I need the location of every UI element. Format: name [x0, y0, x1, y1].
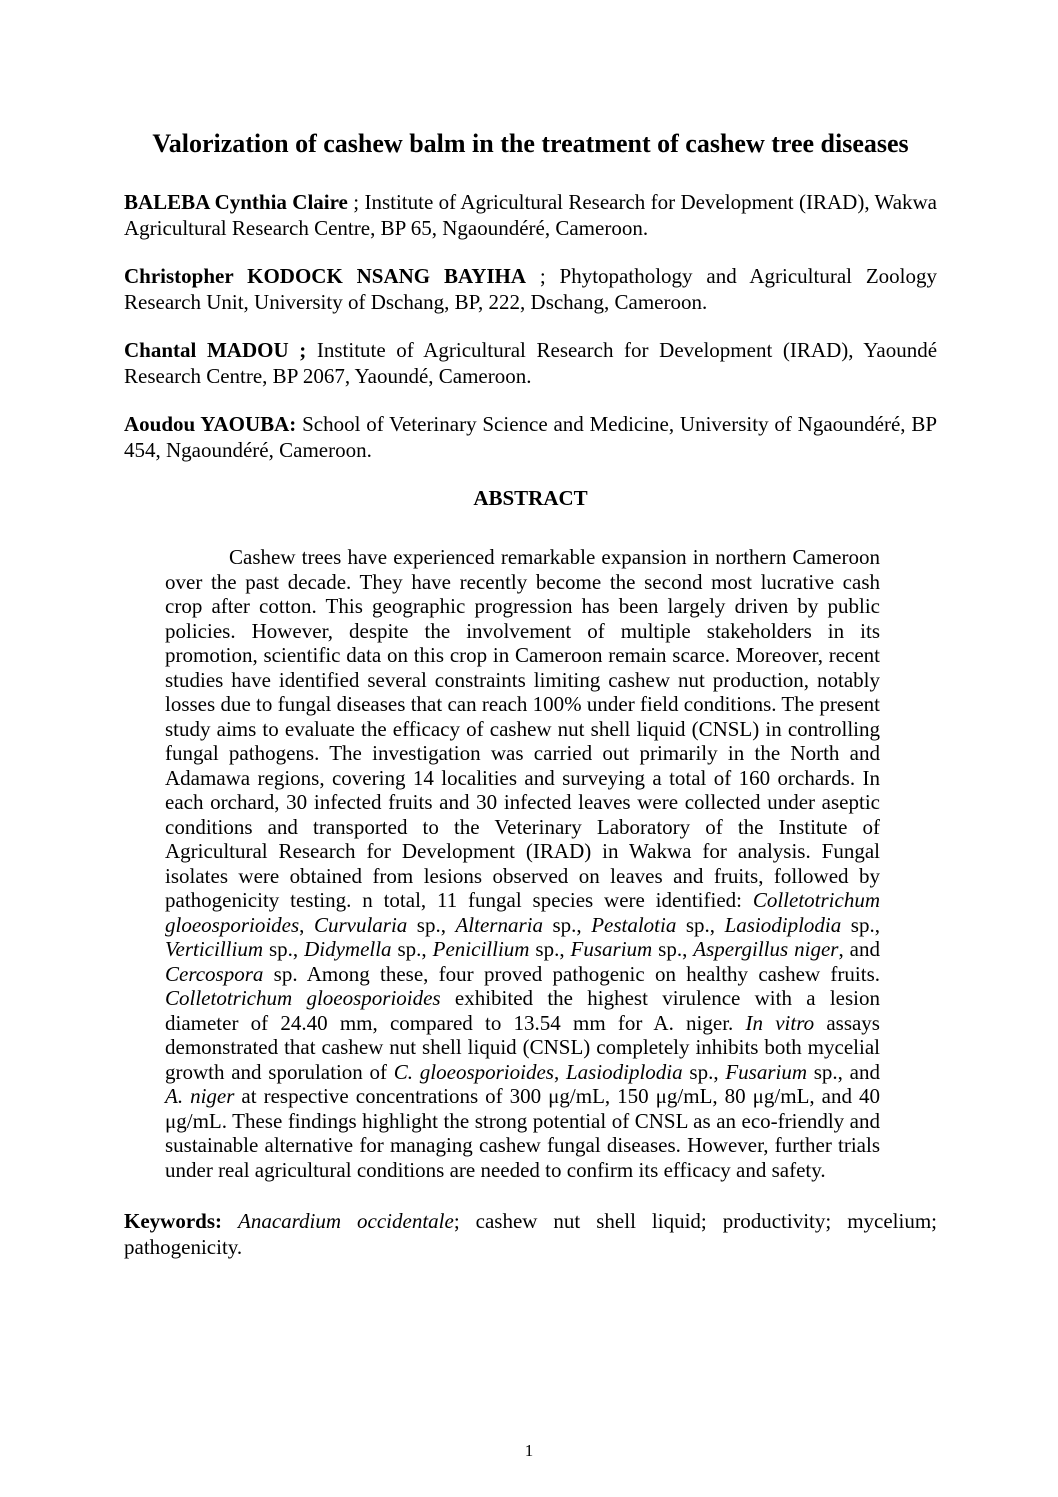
keywords-list: Anacardium occidentale; cashew nut shell liquid; productivity; mycelium; pathogenicity.	[124, 1209, 938, 1259]
author-paragraph	[124, 411, 937, 463]
author-separator: ;	[526, 264, 560, 288]
author-name: BALEBA Cynthia Claire	[124, 190, 348, 214]
author-paragraph	[124, 263, 937, 315]
author-affiliation: School of Veterinary Science and Medicine, University of Ngaoundéré, BP 454, Ngaoundéré, Cameroon.	[124, 412, 938, 462]
author-paragraph	[124, 337, 937, 389]
abstract-heading: ABSTRACT	[473, 486, 588, 510]
author-paragraph	[124, 189, 937, 241]
keywords-paragraph	[124, 1208, 937, 1260]
author-separator	[306, 338, 317, 362]
author-affiliation: Phytopathology and Agricultural Zoology Research Unit, University of Dschang, BP, 222, Dschang, Cameroon.	[124, 264, 937, 314]
author-name: Christopher KODOCK NSANG BAYIHA	[124, 264, 527, 288]
author-name: Aoudou YAOUBA:	[124, 412, 297, 436]
author-separator: ;	[347, 190, 365, 214]
page-number: 1	[524, 1441, 534, 1460]
keywords-label: Keywords:	[124, 1209, 222, 1233]
author-name: Chantal MADOU ;	[124, 338, 307, 362]
abstract-paragraph: Cashew trees have experienced remarkable expansion in northern Cameroon over the past decade. They have recently become the second most lucrative cash crop after cotton. This geographic progression has been largely driven by public policies. However, despite the involvement of multiple stakeholders in its promotion, scientific data on this crop in Cameroon remain scarce. Moreover, recent studies have identified several constraints limiting cashew nut production, notably losses due to fungal diseases that can reach 100% under field conditions. The present study aims to evaluate the efficacy of cashew nut shell liquid (CNSL) in controlling fungal pathogens. The investigation was carried out primarily in the North and Adamawa regions, covering 14 localities and surveying a total of 160 orchards. In each orchard, 30 infected fruits and 30 infected leaves were collected under aseptic conditions and transported to the Veterinary Laboratory of the Institute of Agricultural Research for Development (IRAD) in Wakwa for analysis. Fungal isolates were obtained from lesions observed on leaves and fruits, followed by pathogenicity testing. n total, 11 fungal species were identified: Colletotrichum gloeosporioides, Curvularia sp., Alternaria sp., Pestalotia sp., Lasiodiplodia sp., Verticillium sp., Didymella sp., Penicillium sp., Fusarium sp., Aspergillus niger, and Cercospora sp. Among these, four proved pathogenic on healthy cashew fruits. Colletotrichum gloeosporioides exhibited the highest virulence with a lesion diameter of 24.40 mm, compared to 13.54 mm for A. niger. In vitro assays demonstrated that cashew nut shell liquid (CNSL) completely inhibits both mycelial growth and sporulation of C. gloeosporioides, Lasiodiplodia sp., Fusarium sp., and A. niger at respective concentrations of 300 μg/mL, 150 μg/mL, 80 μg/mL, and 40 μg/mL. These findings highlight the strong potential of CNSL as an eco-friendly and sustainable alternative for managing cashew fungal diseases. However, further trials under real agricultural conditions are needed to confirm its efficacy and safety.	[165, 545, 881, 1182]
author-affiliation: Institute of Agricultural Research for Development (IRAD), Wakwa Agricultural Research Centre, BP 65, Ngaoundéré, Cameroon.	[124, 190, 937, 240]
author-affiliation: Institute of Agricultural Research for Development (IRAD), Yaoundé Research Centre, BP 2067, Yaoundé, Cameroon.	[124, 338, 938, 388]
paper-title: Valorization of cashew balm in the treatment of cashew tree diseases	[152, 129, 909, 158]
